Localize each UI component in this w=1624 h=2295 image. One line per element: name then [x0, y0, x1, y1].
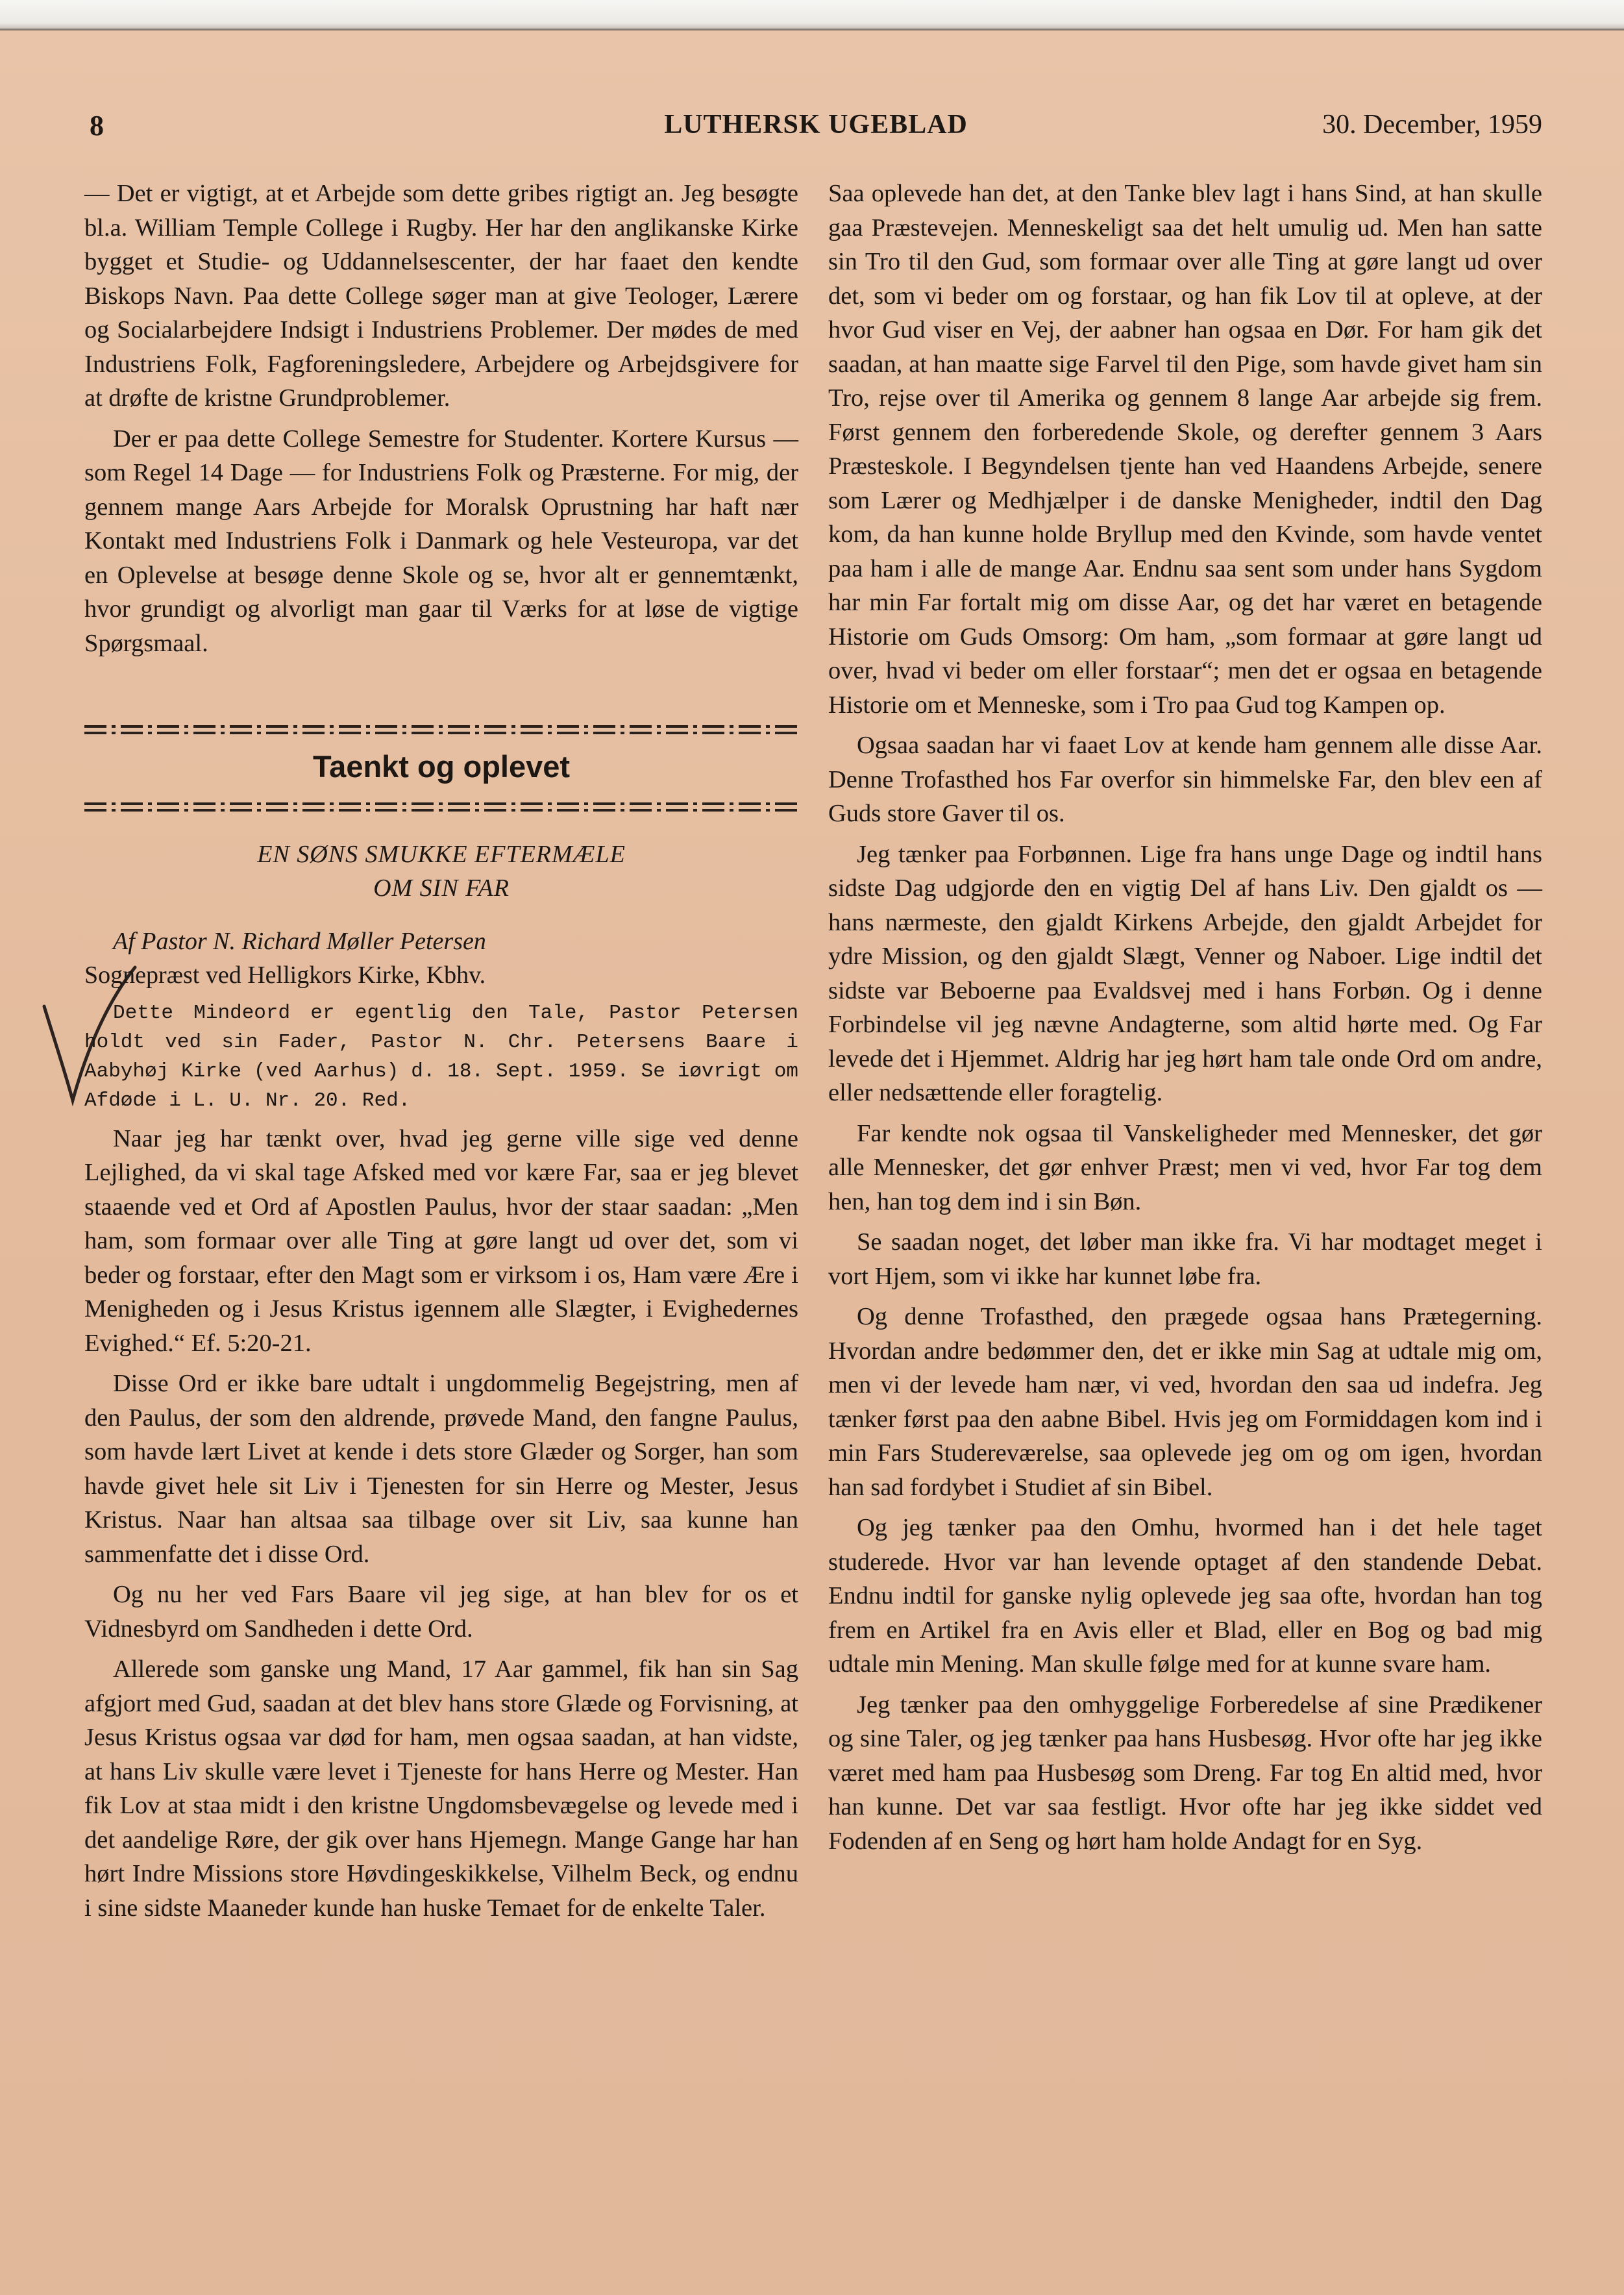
ornamental-divider: [84, 725, 798, 734]
paragraph: Disse Ord er ikke bare udtalt i ungdommelig Begejstring, men af den Paulus, der som den aldrende, prøvede Mand, den fangne Paulus, som havde lært Livet at kende i dets store Glæder og Sorger, han som havde givet hele sit Liv i Tjenesten for sin Herre og Mester, Jesus Kristus. Naar han altsaa saa tilbage over sit Liv, saa kunne han sammenfatte det i disse Ord.: [84, 1370, 798, 1568]
paragraph: Og denne Trofasthed, den prægede ogsaa hans Prætegerning. Hvordan andre bedømmer den, det er ikke min Sag at udtale mig om, men vi der levede ham nær, vi ved, hvordan den saa ud indefra. Jeg tænker først paa den aabne Bibel. Hvis jeg om Formiddagen kom ind i min Fars Studereværelse, saa oplevede jeg om og om igen, hvordan han sad fordybet i Studiet af sin Bibel.: [828, 1303, 1542, 1501]
paragraph: — Det er vigtigt, at et Arbejde som dette gribes rigtigt an. Jeg besøgte bl.a. William Temple College i Rugby. Her har den anglikanske Kirke bygget et Studie- og Uddannelsescenter, der har faaet den kendte Biskops Navn. Paa dette College søger man at give Teologer, Lærere og Socialarbejdere Indsigt i Industriens Problemer. Der mødes de med Industriens Folk, Fagforeningsledere, Arbejdere og Arbejdsgivere for at drøfte de kristne Grundproblemer.: [84, 180, 798, 412]
paragraph: Se saadan noget, det løber man ikke fra. Vi har modtaget meget i vort Hjem, som vi ikke har kunnet løbe fra.: [828, 1228, 1542, 1290]
paragraph: Og nu her ved Fars Baare vil jeg sige, at han blev for os et Vidnesbyrd om Sandheden i dette Ord.: [84, 1581, 798, 1643]
paragraph: Naar jeg har tænkt over, hvad jeg gerne ville sige ved denne Lejlighed, da vi skal tage Afsked med vor kære Far, saa er jeg blevet staaende ved et Ord af Apostlen Paulus, hvor der staar saadan: „Men ham, som formaar over alle Ting at gøre langt ud over det, som vi beder og forstaar, efter den Magt som er virksom i os, Ham være Ære i Menigheden og i Jesus Kristus igennem alle Slægter, i Evighedernes Evighed.“ Ef. 5:20-21.: [84, 1124, 798, 1357]
page-header: [90, 109, 1542, 155]
article-title: [84, 837, 798, 905]
paragraph: Jeg tænker paa den omhyggelige Forberedelse af sine Prædikener og sine Taler, og jeg tænker paa hans Husbesøg. Hvor ofte har jeg ikke været med ham paa Husbesøg som Dreng. Far tog En altid med, hvor han kunne. Det var saa festligt. Hvor ofte har jeg ikke siddet ved Fodenden af en Seng og hørt ham holde Andagt for en Syg.: [828, 1691, 1542, 1855]
left-column: [84, 177, 798, 1931]
paragraph: Ogsaa saadan har vi faaet Lov at kende ham gennem alle disse Aar. Denne Trofasthed hos Far overfor sin himmelske Far, den blev een af Guds store Gaver til os.: [828, 732, 1542, 827]
article-title-line: EN SØNS SMUKKE EFTERMÆLE: [257, 840, 626, 868]
editor-intro: Dette Mindeord er egentlig den Tale, Pastor Petersen holdt ved sin Fader, Pastor N. Chr. Petersens Baare i Aabyhøj Kirke (ved Aarhus) d. 18. Sept. 1959. Se iøvrigt om Afdøde i L. U. Nr. 20. Red.: [84, 1001, 798, 1112]
section-title: Taenkt og oplevet: [312, 749, 571, 784]
author-name: Af Pastor N. Richard Møller Petersen: [113, 927, 486, 955]
publication-name: LUTHERSK UGEBLAD: [664, 110, 968, 140]
paragraph: Far kendte nok ogsaa til Vanskeligheder med Mennesker, det gør alle Mennesker, det gør enhver Præst; men vi ved, hvor Far tog dem hen, han tog dem ind i sin Bøn.: [828, 1119, 1542, 1215]
page-number: 8: [90, 110, 104, 142]
issue-date: 30. December, 1959: [1322, 110, 1542, 140]
scan-edge: [0, 0, 1624, 31]
paragraph: Saa oplevede han det, at den Tanke blev lagt i hans Sind, at han skulle gaa Præstevejen. Menneskeligt saa det helt umulig ud. Men han satte sin Tro til den Gud, som formaar over alle Ting at gøre langt ud over det, som vi beder om og forstaar, og han fik Lov til at opleve, at der hvor Gud viser en Vej, der aabner han ogsaa en Dør. For ham gik det saadan, at han maatte sige Farvel til den Pige, som havde givet ham sin Tro, rejse over til Amerika og gennem 8 lange Aar arbejde sig frem. Først gennem den forberedende Skole, og derefter gennem 3 Aars Præsteskole. I Begyndelsen tjente han ved Haandens Arbejde, senere som Lærer og Medhjælper i de danske Menigheder, indtil den Dag kom, da han kunne holde Bryllup med den Kvinde, som havde ventet paa ham i alle de mange Aar. Endnu saa sent som under hans Sygdom har min Far fortalt mig om disse Aar, og det har været en betagende Historie om Guds Omsorg: Om ham, „som formaar at gøre langt ud over, hvad vi beder om eller forstaar“; men det er ogsaa en betagende Historie om et Menneske, som i Tro paa Gud tog Kampen op.: [828, 180, 1542, 719]
ornamental-divider: [84, 802, 798, 812]
right-column: [828, 177, 1542, 1865]
paragraph: Allerede som ganske ung Mand, 17 Aar gammel, fik han sin Sag afgjort med Gud, saadan at det blev hans store Glæde og Forvisning, at Jesus Kristus ogsaa var død for ham, men ogsaa saadan, at han vidste, at hans Liv skulle være levet i Tjeneste for hans Herre og Mester. Han fik Lov at staa midt i den kristne Ungdomsbevægelse og levede med i det aandelige Røre, der gik over hans Hjemegn. Mange Gange har han hørt Indre Missions store Høvdingeskikkelse, Vilhelm Beck, og endnu i sine sidste Maaneder kunde han huske Temaet for de enkelte Taler.: [84, 1656, 798, 1922]
article-title-line: OM SIN FAR: [373, 874, 510, 902]
author-role: Sognepræst ved Helligkors Kirke, Kbhv.: [84, 961, 486, 989]
paragraph: Der er paa dette College Semestre for Studenter. Kortere Kursus — som Regel 14 Dage — for Industriens Folk og Præsterne. For mig, der gennem mange Aars Arbejde for Moralsk Oprustning har haft nær Kontakt med Industriens Folk i Danmark og hele Vesteuropa, var det en Oplevelse at besøge denne Skole og se, hvor alt er gennemtænkt, hvor grundigt og alvorligt man gaar til Værks for at løse de vigtige Spørgsmaal.: [84, 425, 798, 657]
paragraph: Jeg tænker paa Forbønnen. Lige fra hans unge Dage og indtil hans sidste Dag udgjorde den en vigtig Del af hans Liv. Den gjaldt os — hans nærmeste, den gjaldt Kirkens Arbejde, den gjaldt Arbejdet for ydre Mission, og den gjaldt Slægt, Venner og Naboer. Lige indtil det sidste var Beboerne paa Evaldsvej med i hans Forbøn. Og i denne Forbindelse vil jeg nævne Andagterne, som altid hørte med. Og Far levede det i Hjemmet. Aldrig har jeg hørt ham tale onde Ord om andre, eller nedsættende eller foragtelig.: [828, 840, 1542, 1106]
paragraph: Og jeg tænker paa den Omhu, hvormed han i det hele taget studerede. Hvor var han levende optaget af den standende Debat. Endnu indtil for ganske nylig oplevede jeg saa ofte, hvordan han tog frem en Artikel fra en Avis eller et Blad, eller en Bog og bad mig udtale min Mening. Man skulle følge med for at kunne svare ham.: [828, 1514, 1542, 1678]
byline: [84, 924, 798, 992]
